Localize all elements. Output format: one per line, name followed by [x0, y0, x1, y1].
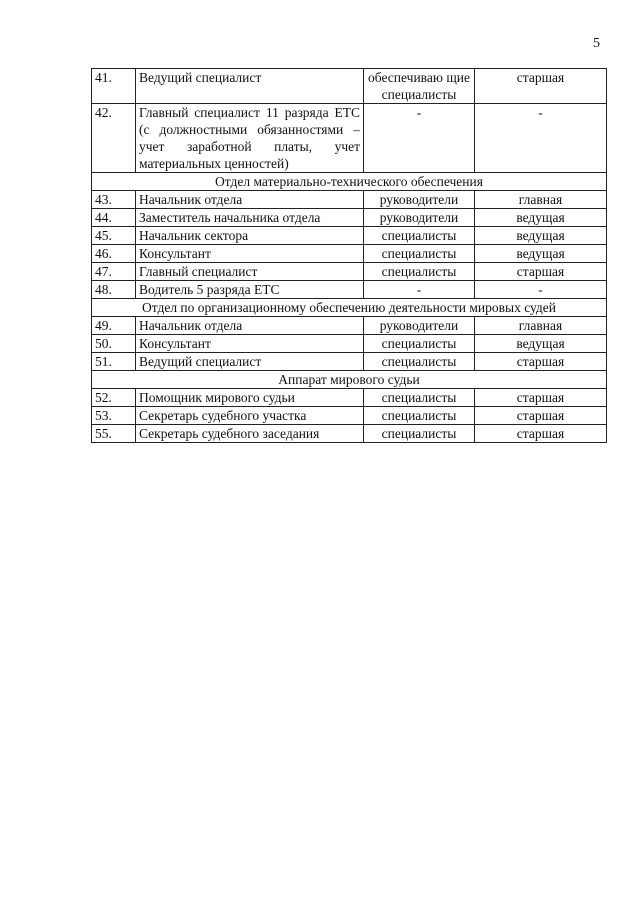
position-category-cell: специалисты: [364, 227, 475, 245]
position-group-cell: старшая: [475, 407, 607, 425]
section-title: Отдел по организационному обеспечению деятельности мировых судей: [92, 299, 607, 317]
position-category-cell: специалисты: [364, 407, 475, 425]
row-number-cell: 51.: [92, 353, 136, 371]
position-category-cell: руководители: [364, 317, 475, 335]
position-category-cell: специалисты: [364, 263, 475, 281]
table-row: [92, 227, 607, 245]
row-number-cell: 44.: [92, 209, 136, 227]
position-category-cell: специалисты: [364, 245, 475, 263]
table-row: [92, 209, 607, 227]
row-number-cell: 46.: [92, 245, 136, 263]
position-group-cell: ведущая: [475, 209, 607, 227]
table-row: [92, 425, 607, 443]
position-title-cell: Главный специалист 11 разряда ЕТС (с должностными обязанностями – учет заработной платы, учет материальных ценностей): [136, 104, 364, 173]
position-group-cell: старшая: [475, 425, 607, 443]
position-title-cell: Помощник мирового судьи: [136, 389, 364, 407]
table-row: [92, 245, 607, 263]
position-title-cell: Ведущий специалист: [136, 69, 364, 104]
section-title: Аппарат мирового судьи: [92, 371, 607, 389]
position-category-cell: специалисты: [364, 353, 475, 371]
row-number-cell: 49.: [92, 317, 136, 335]
position-title-cell: Секретарь судебного участка: [136, 407, 364, 425]
row-number-cell: 41.: [92, 69, 136, 104]
row-number-cell: 50.: [92, 335, 136, 353]
position-title-cell: Водитель 5 разряда ЕТС: [136, 281, 364, 299]
row-number-cell: 42.: [92, 104, 136, 173]
position-category-cell: обеспечиваю щие специалисты: [364, 69, 475, 104]
position-group-cell: ведущая: [475, 245, 607, 263]
position-title-cell: Начальник сектора: [136, 227, 364, 245]
section-header-row: [92, 299, 607, 317]
position-category-cell: специалисты: [364, 335, 475, 353]
table-row: [92, 335, 607, 353]
position-group-cell: старшая: [475, 389, 607, 407]
positions-table-body: [92, 69, 607, 443]
position-group-cell: главная: [475, 317, 607, 335]
row-number-cell: 53.: [92, 407, 136, 425]
position-group-cell: старшая: [475, 353, 607, 371]
section-header-row: [92, 371, 607, 389]
position-category-cell: -: [364, 104, 475, 173]
table-row: [92, 353, 607, 371]
position-category-cell: специалисты: [364, 389, 475, 407]
position-group-cell: главная: [475, 191, 607, 209]
row-number-cell: 48.: [92, 281, 136, 299]
positions-table: [91, 68, 607, 443]
table-row: [92, 317, 607, 335]
row-number-cell: 55.: [92, 425, 136, 443]
table-row: [92, 281, 607, 299]
row-number-cell: 52.: [92, 389, 136, 407]
table-row: [92, 389, 607, 407]
position-title-cell: Начальник отдела: [136, 317, 364, 335]
position-title-cell: Заместитель начальника отдела: [136, 209, 364, 227]
position-title-cell: Консультант: [136, 245, 364, 263]
table-row: [92, 263, 607, 281]
position-title-cell: Начальник отдела: [136, 191, 364, 209]
position-group-cell: -: [475, 281, 607, 299]
position-title-cell: Консультант: [136, 335, 364, 353]
position-title-cell: Главный специалист: [136, 263, 364, 281]
position-category-cell: руководители: [364, 209, 475, 227]
section-title: Отдел материально-технического обеспечения: [92, 173, 607, 191]
position-group-cell: -: [475, 104, 607, 173]
table-row: [92, 69, 607, 104]
position-category-cell: специалисты: [364, 425, 475, 443]
row-number-cell: 43.: [92, 191, 136, 209]
page-number: 5: [593, 36, 600, 51]
position-title-cell: Секретарь судебного заседания: [136, 425, 364, 443]
position-category-cell: -: [364, 281, 475, 299]
position-title-cell: Ведущий специалист: [136, 353, 364, 371]
table-row: [92, 104, 607, 173]
section-header-row: [92, 173, 607, 191]
position-group-cell: старшая: [475, 263, 607, 281]
position-group-cell: ведущая: [475, 335, 607, 353]
table-row: [92, 191, 607, 209]
row-number-cell: 47.: [92, 263, 136, 281]
position-group-cell: старшая: [475, 69, 607, 104]
table-row: [92, 407, 607, 425]
position-category-cell: руководители: [364, 191, 475, 209]
position-group-cell: ведущая: [475, 227, 607, 245]
row-number-cell: 45.: [92, 227, 136, 245]
